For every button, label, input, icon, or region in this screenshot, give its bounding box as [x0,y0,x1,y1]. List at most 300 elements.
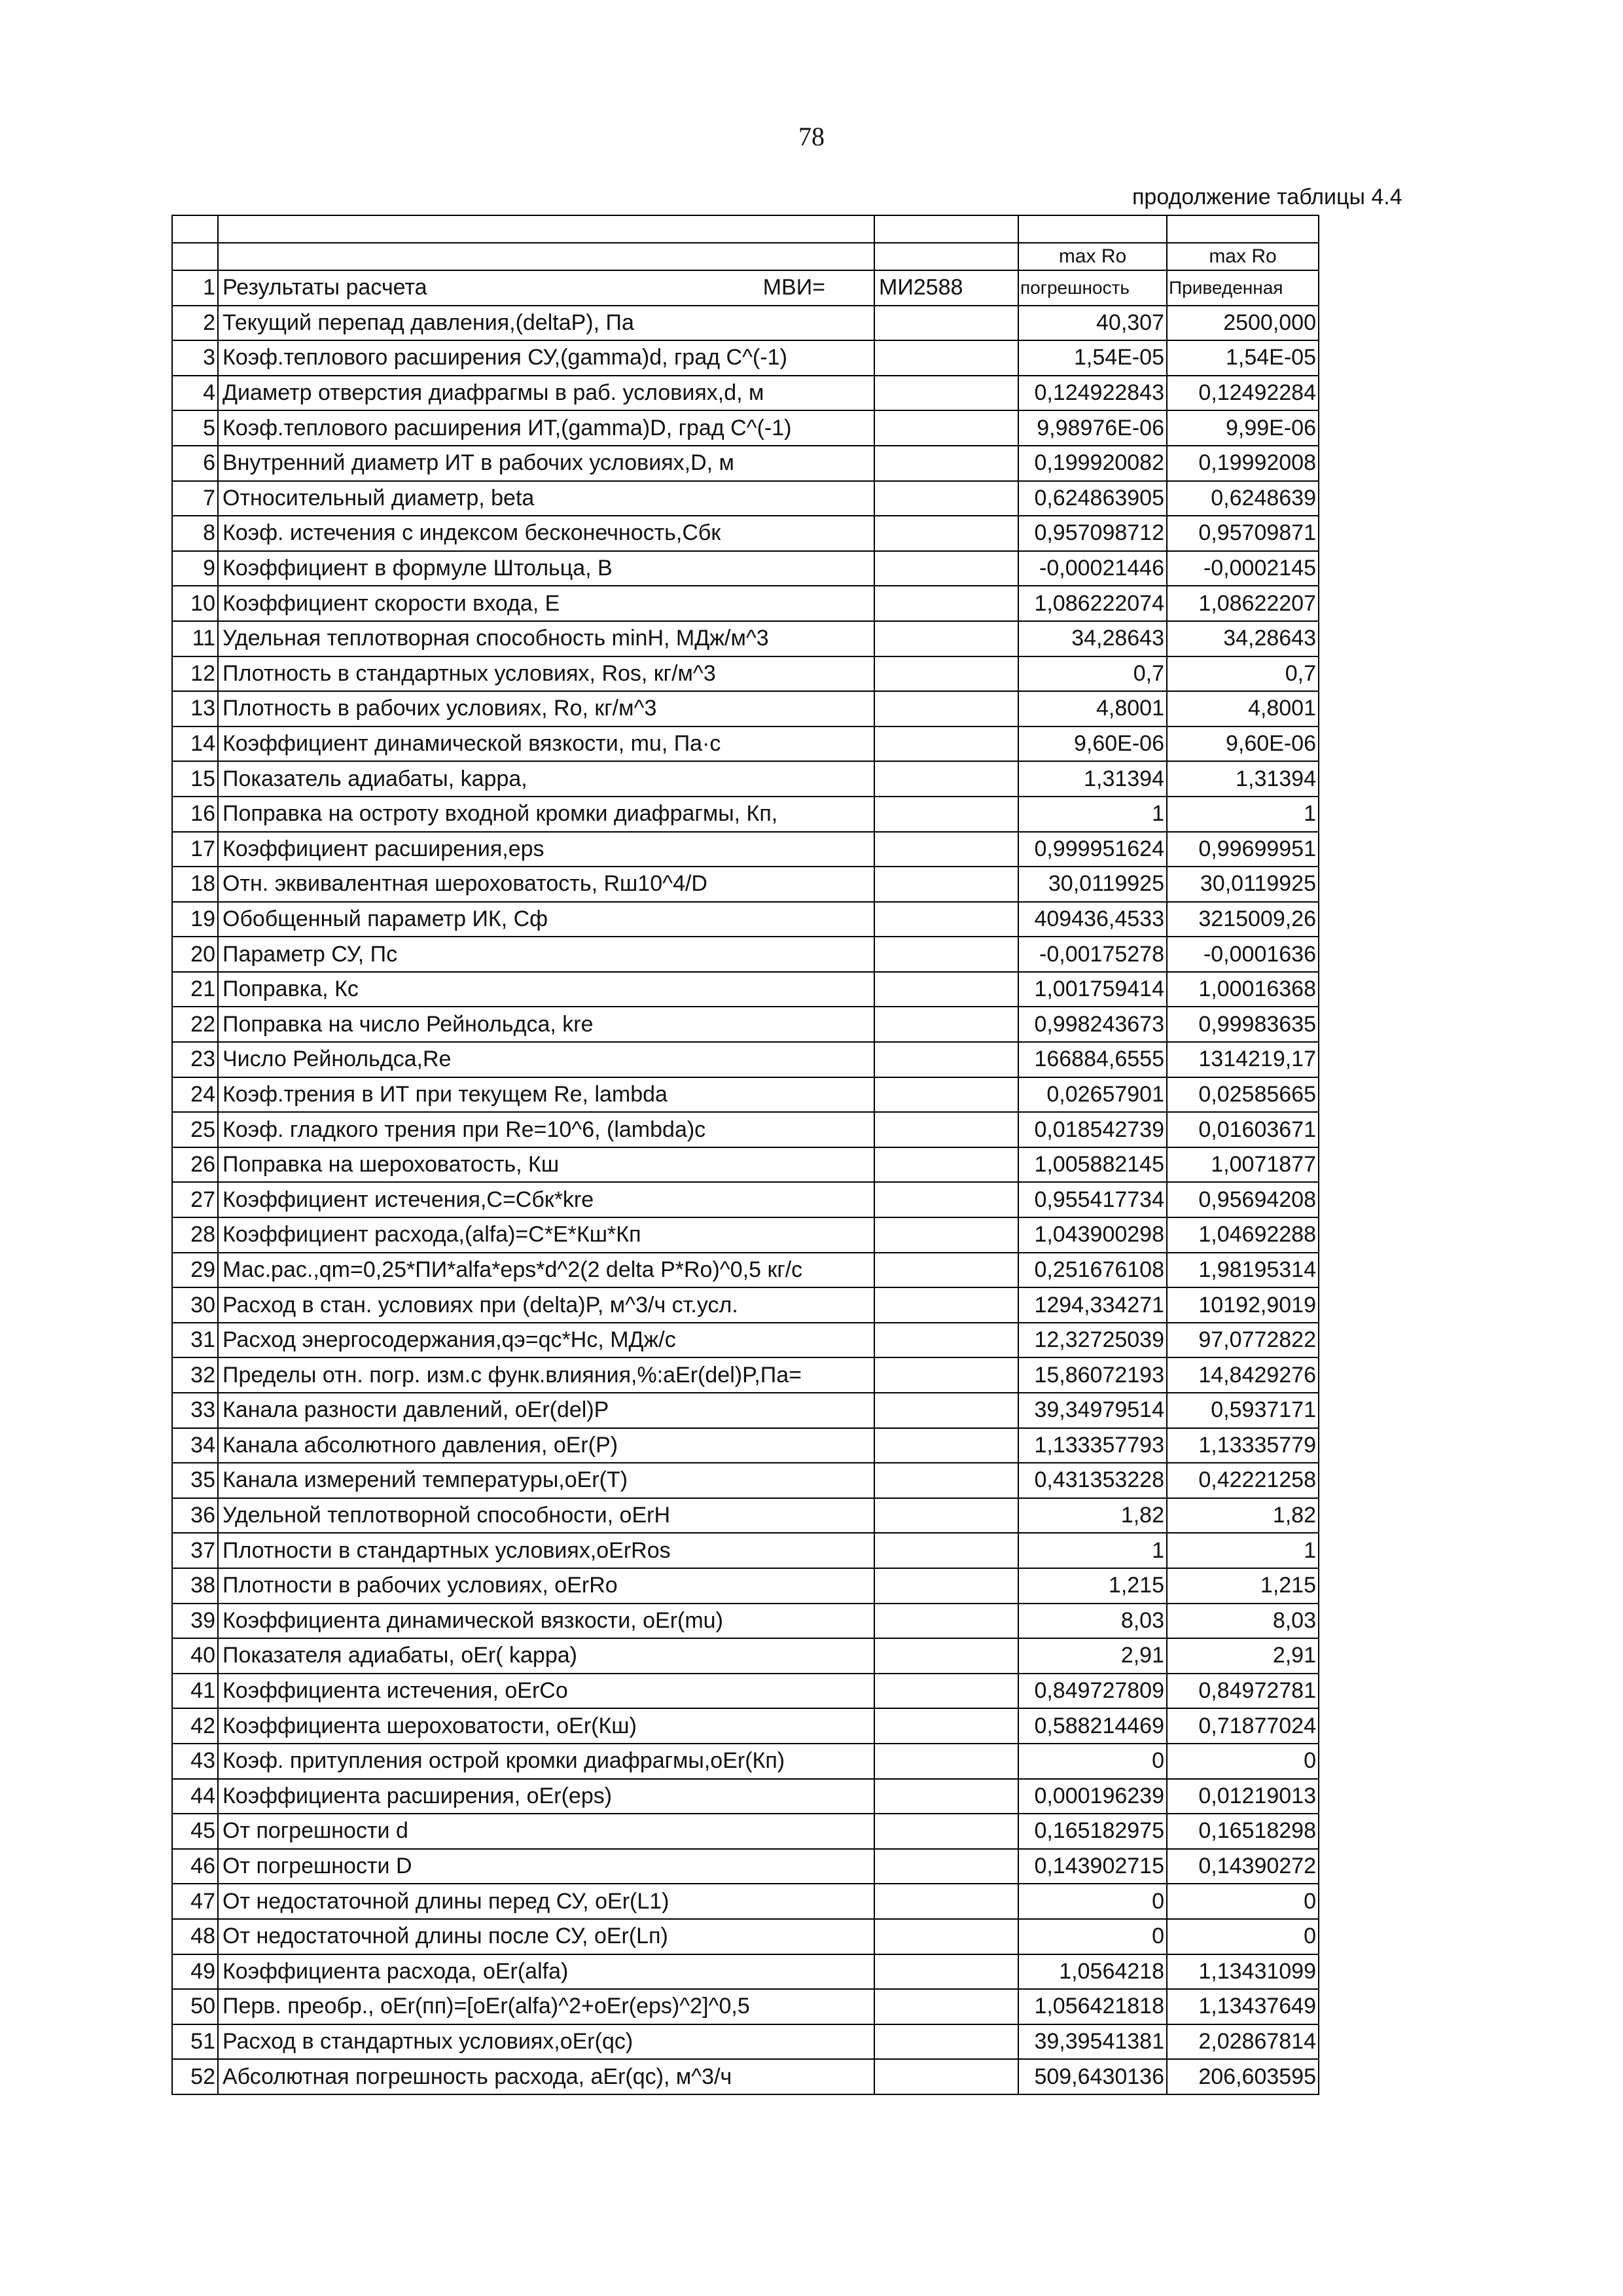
value-max-ro-1: 0,955417734 [1018,1182,1167,1217]
row-number: 49 [172,1954,218,1990]
row-number: 39 [172,1604,218,1639]
value-max-ro-2: 8,03 [1167,1604,1319,1639]
row-label: Отн. эквивалентная шероховатость, Rш10^4/D [218,867,874,902]
table-row [172,1989,1319,2024]
value-max-ro-2: 0,5937171 [1167,1393,1319,1428]
row-label: Плотность в рабочих условиях, Ro, кг/м^3 [218,691,874,726]
row-label: Показателя адиабаты, oEr( kappa) [218,1638,874,1674]
value-max-ro-1: 1,001759414 [1018,972,1167,1007]
row-number: 47 [172,1884,218,1919]
empty-cell [874,1989,1018,2024]
table-row [172,1007,1319,1042]
empty-cell [874,551,1018,586]
row-number: 35 [172,1463,218,1498]
value-max-ro-1: 0,849727809 [1018,1674,1167,1709]
value-max-ro-2: 0,6248639 [1167,481,1319,516]
row-number: 38 [172,1568,218,1604]
table-row [172,1744,1319,1779]
row-label: Поправка на число Рейнольдса, kre [218,1007,874,1042]
row-label: Канала разности давлений, oEr(del)P [218,1393,874,1428]
table-row [172,1217,1319,1253]
table-row [172,1849,1319,1884]
empty-cell [874,902,1018,937]
table-row [172,1498,1319,1534]
value-max-ro-2: 4,8001 [1167,691,1319,726]
value-max-ro-1: 1 [1018,797,1167,832]
row-label: Коэффициент расхода,(alfa)=С*Е*Кш*Кп [218,1217,874,1253]
value-max-ro-1: 166884,6555 [1018,1042,1167,1077]
table-row [172,1077,1319,1113]
empty-cell [874,1498,1018,1534]
value-max-ro-1: 0,251676108 [1018,1253,1167,1288]
empty-cell [874,1708,1018,1744]
value-max-ro-1: 409436,4533 [1018,902,1167,937]
value-max-ro-2: 0,42221258 [1167,1463,1319,1498]
empty-cell [874,867,1018,902]
row-label: Поправка на остроту входной кромки диафрагмы, Кп, [218,797,874,832]
row-label: От погрешности D [218,1849,874,1884]
error-kind: погрешность [1018,270,1167,306]
row-number: 46 [172,1849,218,1884]
value-max-ro-2: 9,60E-06 [1167,726,1319,762]
row-label: Коэф.теплового расширения СУ,(gamma)d, град С^(-1) [218,340,874,376]
value-max-ro-1: 9,60E-06 [1018,726,1167,762]
table-row [172,1112,1319,1147]
value-max-ro-2: 1,04692288 [1167,1217,1319,1253]
value-max-ro-2: 206,603595 [1167,2059,1319,2094]
page-number: 78 [798,122,825,151]
table-row [172,1147,1319,1183]
value-max-ro-1: 0,431353228 [1018,1463,1167,1498]
row-number: 34 [172,1428,218,1463]
value-max-ro-1: 9,98976E-06 [1018,410,1167,446]
value-max-ro-2: 1,13437649 [1167,1989,1319,2024]
value-max-ro-1: 1,005882145 [1018,1147,1167,1183]
row-label: Параметр СУ, Пс [218,937,874,972]
value-max-ro-2: 1 [1167,1533,1319,1568]
table-row [172,340,1319,376]
empty-cell [874,1744,1018,1779]
value-max-ro-2: 1,13335779 [1167,1428,1319,1463]
value-max-ro-2: 0,01603671 [1167,1112,1319,1147]
column-header-max-ro-2: max Ro [1167,243,1319,270]
table-row [172,2059,1319,2094]
empty-cell [874,1042,1018,1077]
row-number: 17 [172,832,218,867]
empty-cell [874,446,1018,481]
table-row [172,832,1319,867]
row-label: Коэф. притупления острой кромки диафрагмы,oEr(Кп) [218,1744,874,1779]
row-label: Коэффициента шероховатости, oEr(Кш) [218,1708,874,1744]
row-label: Перв. преобр., oEr(пп)=[oEr(alfa)^2+oEr(eps)^2]^0,5 [218,1989,874,2024]
row-number: 21 [172,972,218,1007]
table-row-empty [172,215,1319,243]
empty-cell [874,1428,1018,1463]
row-number: 19 [172,902,218,937]
value-max-ro-2: 0,19992008 [1167,446,1319,481]
value-max-ro-2: 1,98195314 [1167,1253,1319,1288]
value-max-ro-2: 3215009,26 [1167,902,1319,937]
row-number: 45 [172,1814,218,1849]
value-max-ro-1: 1 [1018,1533,1167,1568]
row-label: Коэффициент динамической вязкости, mu, Па·с [218,726,874,762]
error-type: Приведенная [1167,270,1319,306]
value-max-ro-1: 1,31394 [1018,761,1167,797]
value-max-ro-1: 39,39541381 [1018,2024,1167,2060]
value-max-ro-2: 1,54E-05 [1167,340,1319,376]
value-max-ro-1: 15,86072193 [1018,1357,1167,1393]
row-number: 2 [172,306,218,341]
table-row [172,1533,1319,1568]
empty-cell [874,340,1018,376]
table-row [172,1708,1319,1744]
value-max-ro-2: 0,95709871 [1167,516,1319,551]
empty-cell [874,1954,1018,1990]
row-number: 44 [172,1779,218,1814]
empty-cell [874,1357,1018,1393]
row-number: 25 [172,1112,218,1147]
row-number: 23 [172,1042,218,1077]
value-max-ro-1: 0,957098712 [1018,516,1167,551]
row-number: 3 [172,340,218,376]
value-max-ro-1: 0,199920082 [1018,446,1167,481]
results-label: Результаты расчета [223,275,427,300]
method-code: МИ2588 [874,270,1018,306]
empty-cell [874,691,1018,726]
value-max-ro-1: 1,0564218 [1018,1954,1167,1990]
empty-cell [874,656,1018,692]
value-max-ro-1: 39,34979514 [1018,1393,1167,1428]
table-row [172,1428,1319,1463]
value-max-ro-1: 0,143902715 [1018,1849,1167,1884]
table-row [172,1568,1319,1604]
table-row [172,1674,1319,1709]
row-number: 37 [172,1533,218,1568]
row-number: 22 [172,1007,218,1042]
value-max-ro-2: 1,215 [1167,1568,1319,1604]
empty-cell [874,1919,1018,1954]
empty-cell [874,1849,1018,1884]
calculation-table [171,215,1319,2095]
value-max-ro-1: 0 [1018,1919,1167,1954]
value-max-ro-1: 0,000196239 [1018,1779,1167,1814]
row-label: Диаметр отверстия диафрагмы в раб. условиях,d, м [218,376,874,411]
empty-cell [874,972,1018,1007]
row-number: 50 [172,1989,218,2024]
empty-cell [874,1674,1018,1709]
row-number: 13 [172,691,218,726]
empty-cell [874,1147,1018,1183]
row-number: 20 [172,937,218,972]
value-max-ro-2: 0,99699951 [1167,832,1319,867]
empty-cell [874,761,1018,797]
table-row [172,410,1319,446]
value-max-ro-2: 0,71877024 [1167,1708,1319,1744]
row-number: 27 [172,1182,218,1217]
row-label: Канала измерений температуры,oEr(T) [218,1463,874,1498]
value-max-ro-2: 34,28643 [1167,621,1319,656]
value-max-ro-1: -0,00021446 [1018,551,1167,586]
table-row [172,1884,1319,1919]
empty-cell [874,1287,1018,1323]
empty-cell [874,1779,1018,1814]
value-max-ro-1: 1,086222074 [1018,586,1167,621]
row-label: Число Рейнольдса,Re [218,1042,874,1077]
row-number: 14 [172,726,218,762]
value-max-ro-2: 1,82 [1167,1498,1319,1534]
table-row [172,621,1319,656]
table-row [172,1042,1319,1077]
value-max-ro-2: 30,0119925 [1167,867,1319,902]
row-number: 31 [172,1323,218,1358]
value-max-ro-1: 4,8001 [1018,691,1167,726]
row-label: Расход энергосодержания,qэ=qc*Нс, МДж/с [218,1323,874,1358]
row-label: Коэффициента расширения, oEr(eps) [218,1779,874,1814]
value-max-ro-2: 9,99E-06 [1167,410,1319,446]
empty-cell [874,1007,1018,1042]
value-max-ro-1: 0,165182975 [1018,1814,1167,1849]
row-number: 48 [172,1919,218,1954]
row-label: Мас.рас.,qm=0,25*ПИ*alfa*eps*d^2(2 delta P*Ro)^0,5 кг/с [218,1253,874,1288]
row-number: 30 [172,1287,218,1323]
value-max-ro-1: 0,018542739 [1018,1112,1167,1147]
row-label: От недостаточной длины после СУ, oEr(Lп) [218,1919,874,1954]
table-row [172,1463,1319,1498]
row-label: Коэффициент в формуле Штольца, В [218,551,874,586]
table-row [172,1604,1319,1639]
row-number: 52 [172,2059,218,2094]
row-number: 29 [172,1253,218,1288]
row-label: Коэффициента динамической вязкости, oEr(mu) [218,1604,874,1639]
row-number: 33 [172,1393,218,1428]
value-max-ro-2: 1314219,17 [1167,1042,1319,1077]
value-max-ro-2: 0 [1167,1919,1319,1954]
row-label: Поправка, Кс [218,972,874,1007]
table-row [172,1253,1319,1288]
table-row [172,2024,1319,2060]
table-row [172,726,1319,762]
value-max-ro-1: 12,32725039 [1018,1323,1167,1358]
row-label: Коэф.теплового расширения ИТ,(gamma)D, град С^(-1) [218,410,874,446]
value-max-ro-2: 97,0772822 [1167,1323,1319,1358]
value-max-ro-1: 0,02657901 [1018,1077,1167,1113]
empty-cell [874,1533,1018,1568]
empty-cell [874,481,1018,516]
value-max-ro-2: 0,99983635 [1167,1007,1319,1042]
table-row [172,1287,1319,1323]
row-number: 41 [172,1674,218,1709]
value-max-ro-1: 1,54E-05 [1018,340,1167,376]
table-caption: продолжение таблицы 4.4 [1132,185,1402,209]
empty-cell [874,1568,1018,1604]
empty-cell [874,306,1018,341]
empty-cell [874,410,1018,446]
value-max-ro-1: 1,043900298 [1018,1217,1167,1253]
value-max-ro-2: 1,0071877 [1167,1147,1319,1183]
value-max-ro-2: 0 [1167,1884,1319,1919]
value-max-ro-1: 2,91 [1018,1638,1167,1674]
table-row [172,306,1319,341]
value-max-ro-2: 1,08622207 [1167,586,1319,621]
value-max-ro-2: 0,14390272 [1167,1849,1319,1884]
row-number: 9 [172,551,218,586]
row-label: От недостаточной длины перед СУ, oEr(L1) [218,1884,874,1919]
value-max-ro-2: 0,12492284 [1167,376,1319,411]
empty-cell [874,1323,1018,1358]
table-row [172,551,1319,586]
table-row [172,1779,1319,1814]
row-number: 24 [172,1077,218,1113]
table-row [172,376,1319,411]
value-max-ro-2: 10192,9019 [1167,1287,1319,1323]
table-row [172,937,1319,972]
table-row [172,1954,1319,1990]
row-label: Коэф. гладкого трения при Re=10^6, (lambda)c [218,1112,874,1147]
empty-cell [874,516,1018,551]
row-label: Плотность в стандартных условиях, Ros, кг/м^3 [218,656,874,692]
row-label: Текущий перепад давления,(deltaP), Па [218,306,874,341]
row-label: Коэффициента истечения, oErCo [218,1674,874,1709]
value-max-ro-2: 2,02867814 [1167,2024,1319,2060]
row-label: Коэффициент расширения,eps [218,832,874,867]
value-max-ro-2: 0,02585665 [1167,1077,1319,1113]
row-label: Удельная теплотворная способность minH, МДж/м^3 [218,621,874,656]
value-max-ro-2: 2500,000 [1167,306,1319,341]
row-label: Пределы отн. погр. изм.с функ.влияния,%:aEr(del)P,Па= [218,1357,874,1393]
value-max-ro-1: 0 [1018,1884,1167,1919]
row-label: Плотности в рабочих условиях, oErRo [218,1568,874,1604]
table-row [172,516,1319,551]
row-number: 6 [172,446,218,481]
mvi-label: МВИ= [762,275,825,300]
table-row [172,867,1319,902]
table-row [172,761,1319,797]
row-label: Плотности в стандартных условиях,oErRos [218,1533,874,1568]
table-row [172,797,1319,832]
row-label: Обобщенный параметр ИК, Сф [218,902,874,937]
column-header-max-ro-1: max Ro [1018,243,1167,270]
row-number: 36 [172,1498,218,1534]
value-max-ro-1: 1,82 [1018,1498,1167,1534]
empty-cell [874,1077,1018,1113]
table-row [172,691,1319,726]
empty-cell [874,1393,1018,1428]
row-number: 51 [172,2024,218,2060]
row-label: Удельной теплотворной способности, oErH [218,1498,874,1534]
row-number: 26 [172,1147,218,1183]
empty-cell [874,376,1018,411]
empty-cell [874,1217,1018,1253]
row-label: Показатель адиабаты, kappa, [218,761,874,797]
row-label: От погрешности d [218,1814,874,1849]
empty-cell [874,621,1018,656]
empty-cell [874,1604,1018,1639]
value-max-ro-1: 8,03 [1018,1604,1167,1639]
value-max-ro-1: 1,133357793 [1018,1428,1167,1463]
row-label: Расход в стан. условиях при (delta)P, м^3/ч ст.усл. [218,1287,874,1323]
row-number: 32 [172,1357,218,1393]
value-max-ro-2: 1,00016368 [1167,972,1319,1007]
row-label: Относительный диаметр, beta [218,481,874,516]
row-number: 7 [172,481,218,516]
value-max-ro-2: 1,31394 [1167,761,1319,797]
row-label: Внутренний диаметр ИТ в рабочих условиях,D, м [218,446,874,481]
row-label: Поправка на шероховатость, Кш [218,1147,874,1183]
empty-cell [874,1884,1018,1919]
table-row [172,446,1319,481]
value-max-ro-2: 1,13431099 [1167,1954,1319,1990]
table-row [172,1182,1319,1217]
table-row [172,1814,1319,1849]
table-row [172,972,1319,1007]
table-row [172,1638,1319,1674]
row-number: 18 [172,867,218,902]
table-row [172,656,1319,692]
value-max-ro-2: 0,01219013 [1167,1779,1319,1814]
value-max-ro-1: 0,7 [1018,656,1167,692]
row-number: 16 [172,797,218,832]
row-label: Коэф. истечения с индексом бесконечность,Сбк [218,516,874,551]
value-max-ro-2: 2,91 [1167,1638,1319,1674]
value-max-ro-1: 0 [1018,1744,1167,1779]
table-header-row [172,243,1319,270]
row-number: 15 [172,761,218,797]
empty-cell [874,1182,1018,1217]
row-number: 40 [172,1638,218,1674]
row-label: Расход в стандартных условиях,oEr(qc) [218,2024,874,2060]
value-max-ro-1: 0,998243673 [1018,1007,1167,1042]
value-max-ro-2: 0,7 [1167,656,1319,692]
row-label [218,270,874,306]
value-max-ro-1: 509,6430136 [1018,2059,1167,2094]
row-number: 10 [172,586,218,621]
row-number: 11 [172,621,218,656]
row-number: 8 [172,516,218,551]
row-number: 5 [172,410,218,446]
table-row [172,481,1319,516]
value-max-ro-2: 0,84972781 [1167,1674,1319,1709]
empty-cell [874,586,1018,621]
value-max-ro-2: -0,0002145 [1167,551,1319,586]
value-max-ro-1: 0,624863905 [1018,481,1167,516]
value-max-ro-2: 1 [1167,797,1319,832]
value-max-ro-1: 40,307 [1018,306,1167,341]
row-number: 1 [172,270,218,306]
empty-cell [874,797,1018,832]
row-label: Коэффициента расхода, oEr(alfa) [218,1954,874,1990]
value-max-ro-1: -0,00175278 [1018,937,1167,972]
value-max-ro-2: -0,0001636 [1167,937,1319,972]
value-max-ro-1: 1,056421818 [1018,1989,1167,2024]
table-row [172,1919,1319,1954]
table-row-1 [172,270,1319,306]
empty-cell [874,1463,1018,1498]
row-number: 28 [172,1217,218,1253]
table-row [172,586,1319,621]
value-max-ro-1: 0,124922843 [1018,376,1167,411]
value-max-ro-1: 0,999951624 [1018,832,1167,867]
row-number: 42 [172,1708,218,1744]
empty-cell [874,726,1018,762]
value-max-ro-2: 0,16518298 [1167,1814,1319,1849]
table-row [172,1357,1319,1393]
row-label: Канала абсолютного давления, oEr(P) [218,1428,874,1463]
row-label: Коэффициент истечения,С=Сбк*kre [218,1182,874,1217]
row-number: 43 [172,1744,218,1779]
value-max-ro-1: 0,588214469 [1018,1708,1167,1744]
empty-cell [874,1253,1018,1288]
empty-cell [874,832,1018,867]
